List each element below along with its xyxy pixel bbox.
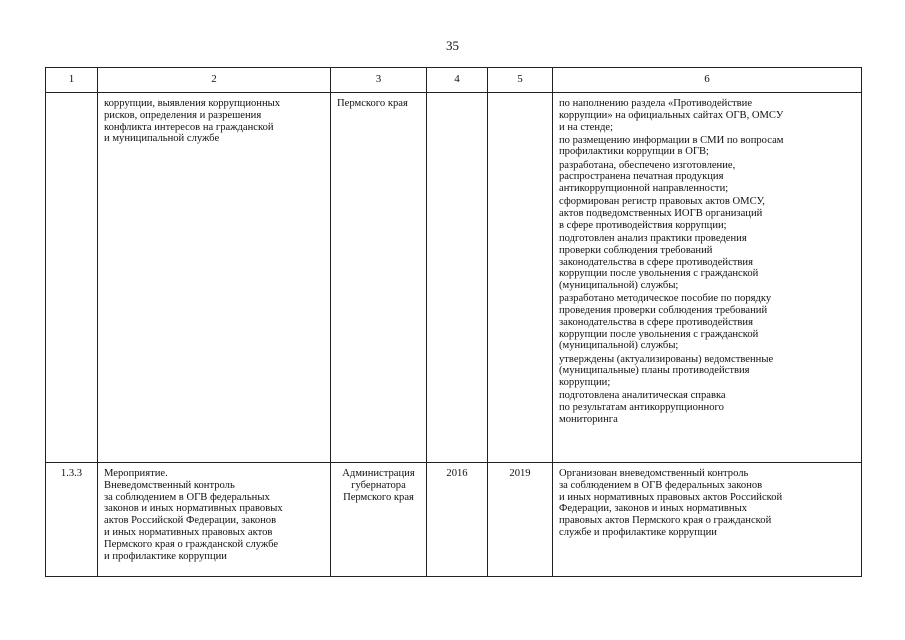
result-item: подготовлена аналитическая справка по результатам антикоррупционного мониторинга bbox=[559, 390, 726, 425]
executor-text: Администрация губернатора Пермского края bbox=[342, 468, 415, 503]
page-number: 35 bbox=[446, 38, 459, 53]
header-col-6: 6 bbox=[553, 68, 862, 93]
header-col-4: 4 bbox=[427, 68, 488, 93]
result-item: сформирован регистр правовых актов ОМСУ, актов подведомственных ИОГВ организаций в сфере противодействия коррупции; bbox=[559, 196, 765, 231]
header-col-2: 2 bbox=[98, 68, 331, 93]
cell-end-year: 2019 bbox=[488, 463, 553, 577]
executor-text: Пермского края bbox=[337, 98, 408, 109]
cell-start-year bbox=[427, 93, 488, 463]
plan-table bbox=[45, 67, 862, 577]
cell-start-year: 2016 bbox=[427, 463, 488, 577]
cell-number: 1.3.3 bbox=[46, 463, 98, 577]
cell-number bbox=[46, 93, 98, 463]
cell-executor bbox=[331, 463, 427, 577]
result-item: утверждены (актуализированы) ведомственные (муниципальные) планы противодействия коррупции; bbox=[559, 353, 774, 389]
result-item: по наполнению раздела «Противодействие коррупции» на официальных сайтах ОГВ, ОМСУ и на стенде; bbox=[559, 98, 784, 133]
table-row bbox=[46, 463, 862, 577]
header-row bbox=[46, 68, 862, 93]
header-col-5: 5 bbox=[488, 68, 553, 93]
cell-executor bbox=[331, 93, 427, 463]
activity-name-text: Мероприятие. Вневедомственный контроль за соблюдением в ОГВ федеральных законов и иных нормативных правовых актов Российской Федерации, законов и иных нормативных правовых актов Пермского края о гражданской службе и профилактике коррупции bbox=[104, 468, 283, 562]
result-text: Организован вневедомственный контроль за соблюдением в ОГВ федеральных законов и иных нормативных правовых актов Российской Федерации, законов и иных нормативных правовых актов Пермского края о гражданской службе и профилактике коррупции bbox=[559, 468, 783, 538]
result-item: разработана, обеспечено изготовление, распространена печатная продукция антикоррупционной направленности; bbox=[559, 159, 736, 195]
result-item: разработано методическое пособие по порядку проведения проверки соблюдения требований законодательства в сфере противодействия коррупции после увольнения с гражданской (муниципальной) службы; bbox=[559, 293, 772, 352]
result-item: по размещению информации в СМИ по вопросам профилактики коррупции в ОГВ; bbox=[559, 134, 784, 158]
header-col-1: 1 bbox=[46, 68, 98, 93]
cell-end-year bbox=[488, 93, 553, 463]
activity-name-text: коррупции, выявления коррупционных рисков, определения и разрешения конфликта интересов на гражданской и муниципальной службе bbox=[104, 98, 281, 145]
cell-results bbox=[553, 463, 862, 577]
result-item: подготовлен анализ практики проведения проверки соблюдения требований законодательства в сфере противодействия коррупции после увольнения с гражданской (муниципальной) службы; bbox=[559, 232, 759, 292]
cell-results bbox=[553, 93, 862, 463]
cell-activity-name bbox=[98, 93, 331, 463]
table-row bbox=[46, 93, 862, 463]
cell-activity-name bbox=[98, 463, 331, 577]
header-col-3: 3 bbox=[331, 68, 427, 93]
